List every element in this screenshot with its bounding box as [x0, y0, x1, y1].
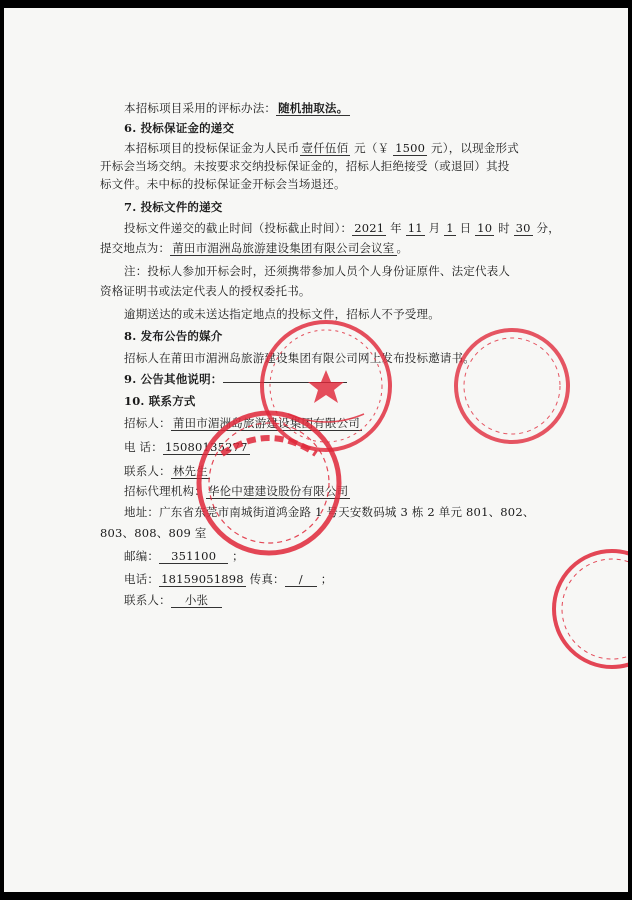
deposit-line-2: 开标会当场交纳。未按要求交纳投标保证金的，招标人拒绝接受（或退回）其投 [100, 159, 510, 173]
deadline-line [124, 221, 560, 235]
address-label: 地址： [124, 505, 160, 519]
location-line [100, 241, 408, 255]
deposit-amount-words: 壹仟伍佰 [301, 141, 349, 155]
agent-label: 招标代理机构： [124, 484, 206, 498]
deposit-text-3: 元），以现金形式 [427, 141, 519, 155]
document-page [4, 8, 628, 892]
minute-label: 分， [532, 221, 560, 235]
agent-fax: / [285, 572, 317, 587]
media-line: 招标人在莆田市湄洲岛旅游建设集团有限公司网上发布投标邀请书。 [124, 351, 475, 365]
tenderer-label: 招标人： [124, 416, 171, 430]
deadline-hour: 10 [477, 221, 493, 235]
deadline-day: 1 [446, 221, 454, 235]
agent-contact-label: 联系人： [124, 593, 171, 607]
address-value: 广东省东莞市南城街道鸿金路 1 号天安数码城 3 栋 2 单元 801、802、 [159, 505, 535, 519]
section-6-heading: 6. 投标保证金的递交 [124, 121, 235, 135]
location-label: 提交地点为： [100, 241, 171, 255]
deadline-month: 11 [407, 221, 423, 235]
fax-end: ； [316, 572, 333, 586]
late-submission-note: 逾期送达的或未送达指定地点的投标文件，招标人不予受理。 [124, 307, 440, 321]
month-label: 月 [424, 221, 445, 235]
deposit-line-3: 标文件。未中标的投标保证金开标会当场退还。 [100, 177, 346, 191]
agent-contact: 小张 [171, 593, 222, 608]
agent-tel: 18159051898 [161, 572, 244, 586]
tenderer-contact: 林先生 [172, 464, 208, 478]
contact2-line [124, 593, 222, 607]
agent-name: 华伦中建建设股份有限公司 [207, 484, 349, 498]
eval-method-line [124, 101, 350, 115]
contact-label: 联系人： [124, 464, 171, 478]
location-end: 。 [396, 241, 409, 255]
section-7-heading: 7. 投标文件的递交 [124, 200, 223, 214]
submission-location: 莆田市湄洲岛旅游建设集团有限公司会议室 [172, 241, 395, 255]
company-seal-right [452, 326, 572, 446]
deadline-year: 2021 [354, 221, 385, 235]
note-line-2: 资格证明书或法定代表人的授权委托书。 [100, 284, 311, 298]
zip-end: ； [228, 549, 244, 563]
deadline-minute: 30 [515, 221, 531, 235]
deposit-text-2: 元（￥ [350, 141, 394, 155]
note-line-1: 注：投标人参加开标会时，还须携带参加人员个人身份证原件、法定代表人 [124, 264, 511, 278]
tel-fax-line [124, 572, 332, 586]
zip-value: 351100 [159, 549, 228, 564]
section-9-heading: 9. 公告其他说明： [124, 372, 223, 386]
year-label: 年 [386, 221, 406, 235]
deposit-text: 本招标项目的投标保证金为人民币 [124, 141, 300, 155]
eval-method-value: 随机抽取法。 [278, 101, 349, 115]
deposit-amount-number: 1500 [395, 141, 426, 155]
address-line-2: 803、808、809 室 [100, 526, 207, 540]
tenderer-phone: 15080135277 [164, 440, 248, 454]
agent-seal [194, 408, 344, 558]
eval-method-label: 本招标项目采用的评标办法： [124, 101, 277, 115]
tel-label: 电话： [124, 572, 160, 586]
deposit-line-1 [124, 141, 519, 155]
deadline-label: 投标文件递交的截止时间（投标截止时间）： [124, 221, 353, 235]
phone-label: 电 话： [124, 440, 163, 454]
page-edge-seal [544, 544, 628, 674]
zip-label: 邮编： [124, 549, 160, 563]
section-10-heading: 10. 联系方式 [124, 394, 196, 408]
section-8-heading: 8. 发布公告的媒介 [124, 329, 223, 343]
hour-label: 时 [494, 221, 514, 235]
tenderer-name: 莆田市湄洲岛旅游建设集团有限公司 [172, 416, 361, 430]
fax-label: 传真： [245, 572, 285, 586]
day-label: 日 [455, 221, 476, 235]
